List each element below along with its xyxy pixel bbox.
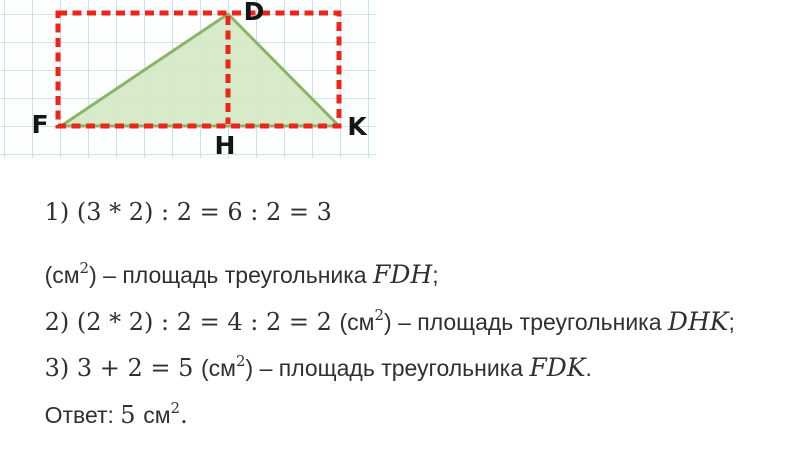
vertex-label-D: D bbox=[243, 0, 265, 26]
answer-label: Ответ: bbox=[44, 402, 121, 428]
vertex-label-H: H bbox=[214, 131, 236, 160]
step2-description: ) – площадь треугольника bbox=[384, 309, 668, 335]
punctuation: . bbox=[180, 401, 188, 429]
superscript-2: 2 bbox=[374, 306, 385, 324]
punctuation: ; bbox=[728, 309, 735, 335]
step3-description: ) – площадь треугольника bbox=[245, 355, 530, 381]
vertex-label-F: F bbox=[31, 110, 49, 139]
step2-equation: 2) (2 * 2) : 2 = 4 : 2 = 2 bbox=[44, 308, 340, 336]
punctuation: ; bbox=[432, 262, 439, 288]
triangle-name-FDK: FDK bbox=[529, 353, 586, 382]
triangle-name-DHK: DHK bbox=[667, 307, 729, 336]
punctuation: . bbox=[585, 355, 592, 381]
unit-open: (см bbox=[339, 309, 375, 335]
unit-open: (см bbox=[44, 262, 80, 288]
answer-number: 5 bbox=[120, 401, 144, 429]
step1-description: ) – площадь треугольника bbox=[89, 262, 373, 288]
answer-line bbox=[19, 373, 188, 460]
superscript-2: 2 bbox=[235, 352, 246, 370]
superscript-2: 2 bbox=[170, 399, 181, 417]
triangle-name-FDH: FDH bbox=[373, 260, 433, 289]
answer-unit: см bbox=[143, 402, 171, 428]
step1-equation: 1) (3 * 2) : 2 = 6 : 2 = 3 bbox=[44, 198, 332, 226]
unit-open: (см bbox=[201, 355, 236, 381]
vertex-label-K: K bbox=[347, 112, 367, 141]
triangle-figure bbox=[0, 0, 376, 158]
figure-canvas bbox=[0, 0, 376, 158]
superscript-2: 2 bbox=[79, 259, 90, 277]
step3-equation: 3) 3 + 2 = 5 bbox=[44, 354, 201, 382]
